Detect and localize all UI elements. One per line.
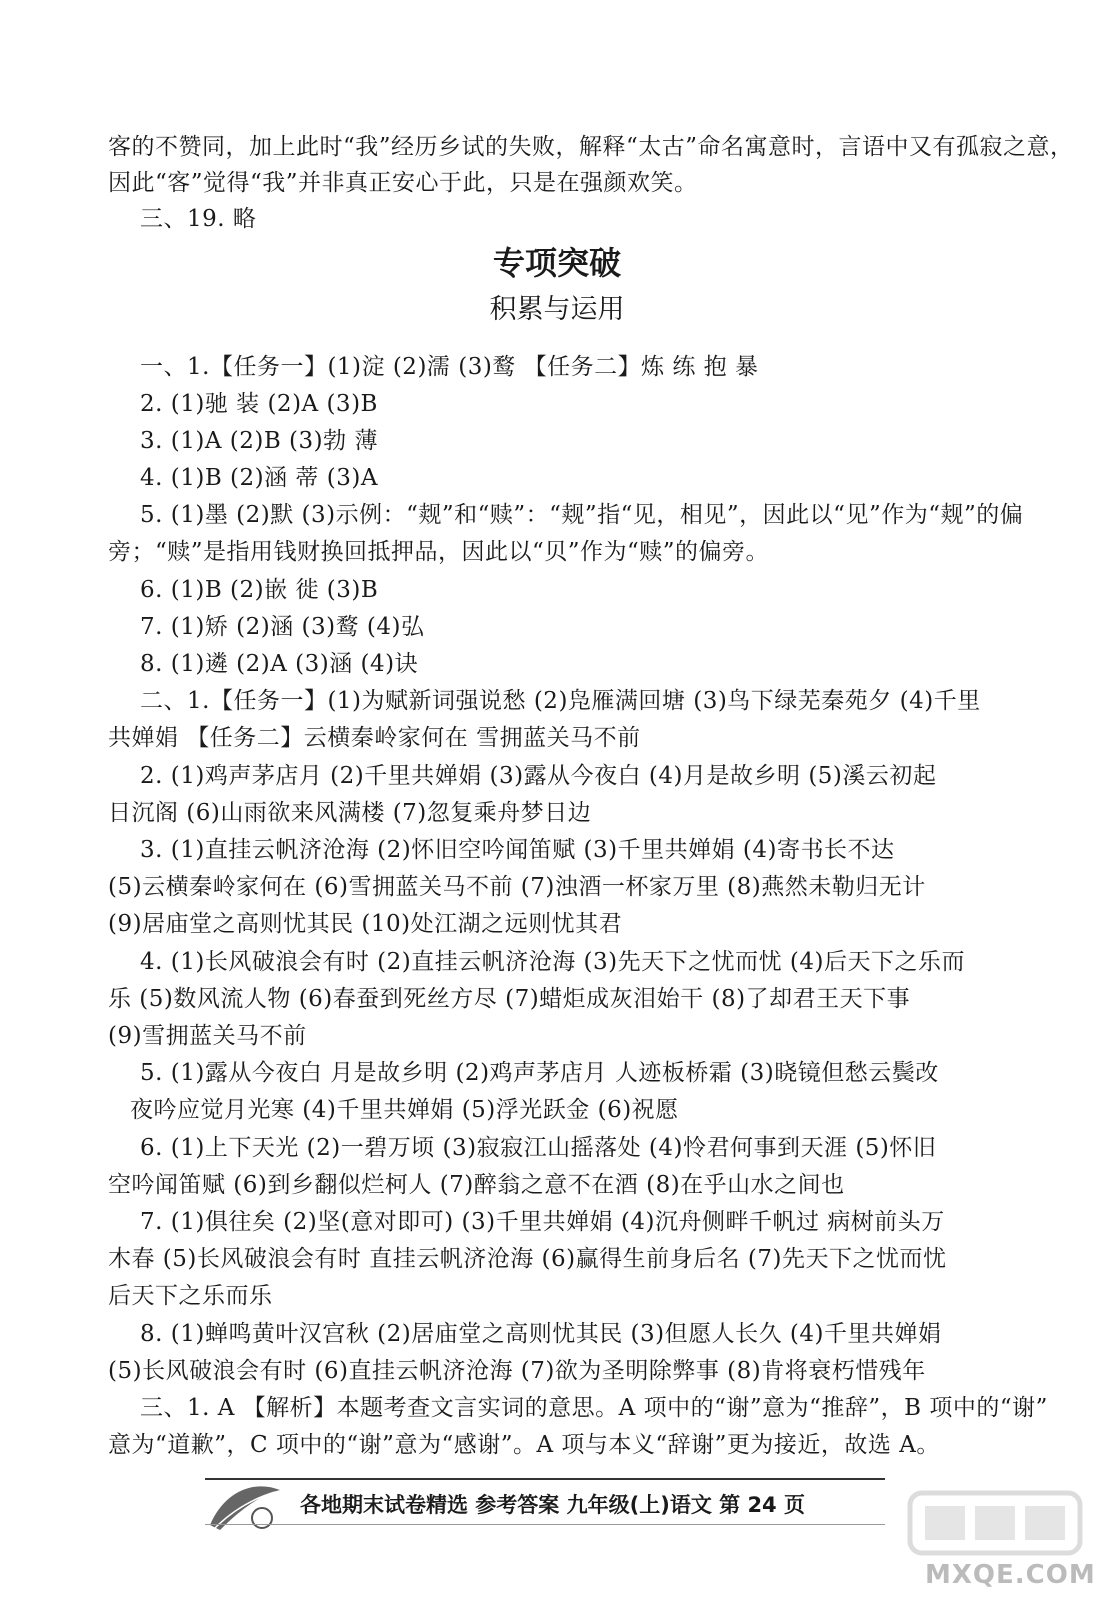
part1-q4: 4. (1)B (2)涵 蒂 (3)A (140, 465, 378, 491)
part1-q2: 2. (1)驰 装 (2)A (3)B (140, 391, 378, 417)
part2-q7-line3: 后天下之乐而乐 (108, 1283, 273, 1309)
watermark-logo-icon (905, 1488, 1085, 1558)
part2-q5-line2: 夜吟应觉月光寒 (4)千里共婵娟 (5)浮光跃金 (6)祝愿 (130, 1097, 679, 1123)
part1-q1: 一、1.【任务一】(1)淀 (2)濡 (3)鹜 【任务二】炼 练 抱 暴 (140, 354, 759, 380)
part1-q5-line2: 旁；“赎”是指用钱财换回抵押品，因此以“贝”作为“赎”的偏旁。 (108, 539, 770, 565)
part2-q3-line1: 3. (1)直挂云帆济沧海 (2)怀旧空吟闻笛赋 (3)千里共婵娟 (4)寄书长不达 (140, 837, 895, 863)
part2-q3-line2: (5)云横秦岭家何在 (6)雪拥蓝关马不前 (7)浊酒一杯家万里 (8)燕然未勒归无计 (108, 874, 926, 900)
part2-q2-line2: 日沉阁 (6)山雨欲来风满楼 (7)忽复乘舟梦日边 (108, 800, 592, 826)
part3-q1-line2: 意为“道歉”，C 项中的“谢”意为“感谢”。A 项与本义“辞谢”更为接近，故选 A。 (108, 1432, 940, 1458)
part2-q8-line1: 8. (1)蝉鸣黄叶汉宫秋 (2)居庙堂之高则忧其民 (3)但愿人长久 (4)千里共婵娟 (140, 1321, 942, 1347)
section-three-19: 三、19. 略 (140, 206, 257, 232)
part2-q7-line2: 木春 (5)长风破浪会有时 直挂云帆济沧海 (6)赢得生前身后名 (7)先天下之忧而忧 (108, 1246, 947, 1272)
part2-q6-line1: 6. (1)上下天光 (2)一碧万顷 (3)寂寂江山摇落处 (4)怜君何事到天涯 (5)怀旧 (140, 1135, 937, 1161)
part1-q6: 6. (1)B (2)嵌 徙 (3)B (140, 577, 379, 603)
part2-q7-line1: 7. (1)俱往矣 (2)坚(意对即可) (3)千里共婵娟 (4)沉舟侧畔千帆过 病树前头万 (140, 1209, 945, 1235)
part2-q1-line1: 二、1.【任务一】(1)为赋新词强说愁 (2)凫雁满回塘 (3)鸟下绿芜秦苑夕 (4)千里 (140, 688, 981, 714)
part2-q3-line3: (9)居庙堂之高则忧其民 (10)处江湖之远则忧其君 (108, 911, 623, 937)
section-title: 专项突破 (492, 244, 621, 282)
part2-q5-line1: 5. (1)露从今夜白 月是故乡明 (2)鸡声茅店月 人迹板桥霜 (3)晓镜但愁云鬓改 (140, 1060, 939, 1086)
part3-q1-line1: 三、1. A 【解析】本题考查文言实词的意思。A 项中的“谢”意为“推辞”，B 项中的“谢” (140, 1395, 1048, 1421)
part1-q8: 8. (1)遴 (2)A (3)涵 (4)诀 (140, 651, 419, 677)
part1-q7: 7. (1)矫 (2)涵 (3)鹜 (4)弘 (140, 614, 425, 640)
part1-q3: 3. (1)A (2)B (3)勃 薄 (140, 428, 378, 454)
part2-q8-line2: (5)长风破浪会有时 (6)直挂云帆济沧海 (7)欲为圣明除弊事 (8)肯将衰朽惜残年 (108, 1358, 926, 1384)
section-subtitle: 积累与运用 (489, 294, 625, 325)
footer-text: 各地期末试卷精选 参考答案 九年级(上)语文 第 24 页 (300, 1493, 805, 1517)
continued-text-line-1: 客的不赞同，加上此时“我”经历乡试的失败，解释“太古”命名寓意时，言语中又有孤寂之意， (108, 134, 1074, 160)
watermark-text: MXQE.COM (925, 1560, 1096, 1590)
continued-text-line-2: 因此“客”觉得“我”并非真正安心于此，只是在强颜欢笑。 (108, 170, 698, 196)
part2-q2-line1: 2. (1)鸡声茅店月 (2)千里共婵娟 (3)露从今夜白 (4)月是故乡明 (5)溪云初起 (140, 763, 937, 789)
part2-q6-line2: 空吟闻笛赋 (6)到乡翻似烂柯人 (7)醉翁之意不在酒 (8)在乎山水之间也 (108, 1172, 845, 1198)
part2-q4-line3: (9)雪拥蓝关马不前 (108, 1023, 307, 1049)
page-footer (205, 1478, 885, 1525)
part1-q5-line1: 5. (1)墨 (2)默 (3)示例：“觌”和“赎”：“觌”指“见，相见”，因此以“见”作为“觌”的偏 (140, 502, 1024, 528)
part2-q4-line1: 4. (1)长风破浪会有时 (2)直挂云帆济沧海 (3)先天下之忧而忧 (4)后天下之乐而 (140, 949, 966, 975)
part2-q1-line2: 共婵娟 【任务二】云横秦岭家何在 雪拥蓝关马不前 (108, 725, 641, 751)
part2-q4-line2: 乐 (5)数风流人物 (6)春蚕到死丝方尽 (7)蜡炬成灰泪始干 (8)了却君王天下事 (108, 986, 911, 1012)
